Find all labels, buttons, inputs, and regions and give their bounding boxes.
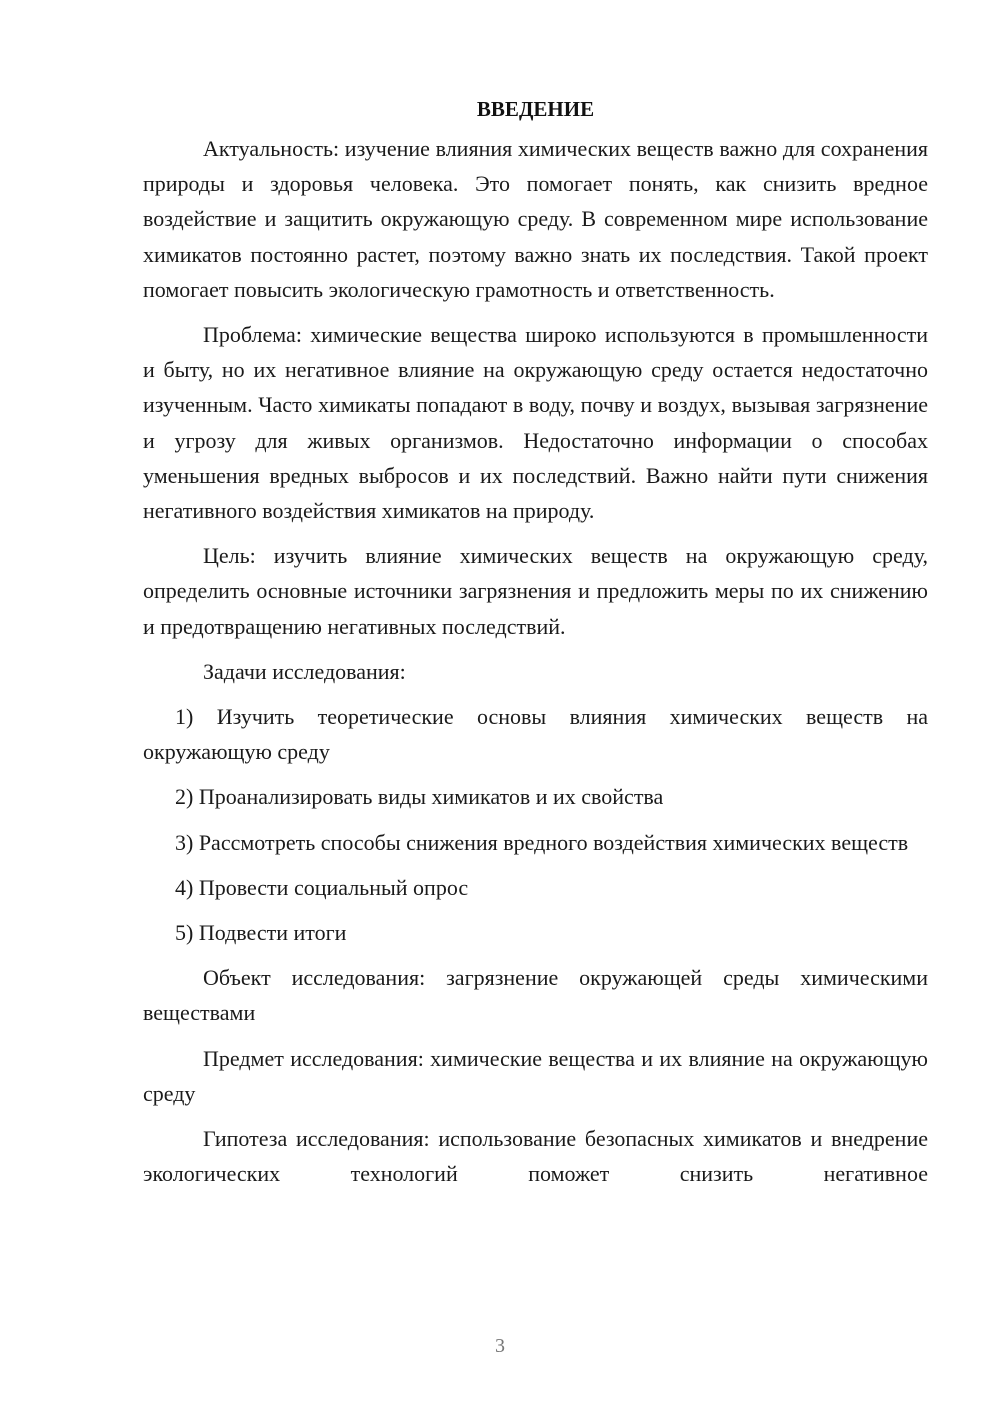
tasks-list [143,699,928,950]
paragraph-problem: Проблема: химические вещества широко используются в промышленности и быту, но их негативное влияние на окружающую среду остается недостаточно изученным. Часто химикаты попадают в воду, почву и воздух, вызывая загрязнение и угрозу для живых организмов. Недостаточно информации о способах уменьшения вредных выбросов и их последствий. Важно найти пути снижения негативного воздействия химикатов на природу. [143,322,928,524]
paragraph-hypothesis: Гипотеза исследования: использование безопасных химикатов и внедрение экологических технологий поможет снизить негативное [143,1126,928,1187]
paragraph-object: Объект исследования: загрязнение окружающей среды химическими веществами [143,965,928,1026]
task-item-2: 2) Проанализировать виды химикатов и их свойства [175,784,664,810]
section-heading: ВВЕДЕНИЕ [476,97,595,121]
page-content [143,92,928,1201]
paragraph-subject: Предмет исследования: химические вещества и их влияние на окружающую среду [143,1045,928,1106]
task-item-3: 3) Рассмотреть способы снижения вредного воздействия химических веществ [175,829,909,855]
tasks-title: Задачи исследования: [203,658,406,684]
task-item-5: 5) Подвести итоги [175,920,347,946]
paragraph-goal: Цель: изучить влияние химических веществ на окружающую среду, определить основные источники загрязнения и предложить меры по их снижению и предотвращению негативных последствий. [143,543,928,639]
task-item-1: 1) Изучить теоретические основы влияния химических веществ на окружающую среду [143,704,928,765]
task-item-4: 4) Провести социальный опрос [175,874,469,900]
paragraph-relevance: Актуальность: изучение влияния химических веществ важно для сохранения природы и здоровья человека. Это помогает понять, как снизить вредное воздействие и защитить окружающую среду. В современном мире использование химикатов постоянно растет, поэтому важно знать их последствия. Такой проект помогает повысить экологическую грамотность и ответственность. [143,136,928,302]
page-number: 3 [495,1335,505,1357]
